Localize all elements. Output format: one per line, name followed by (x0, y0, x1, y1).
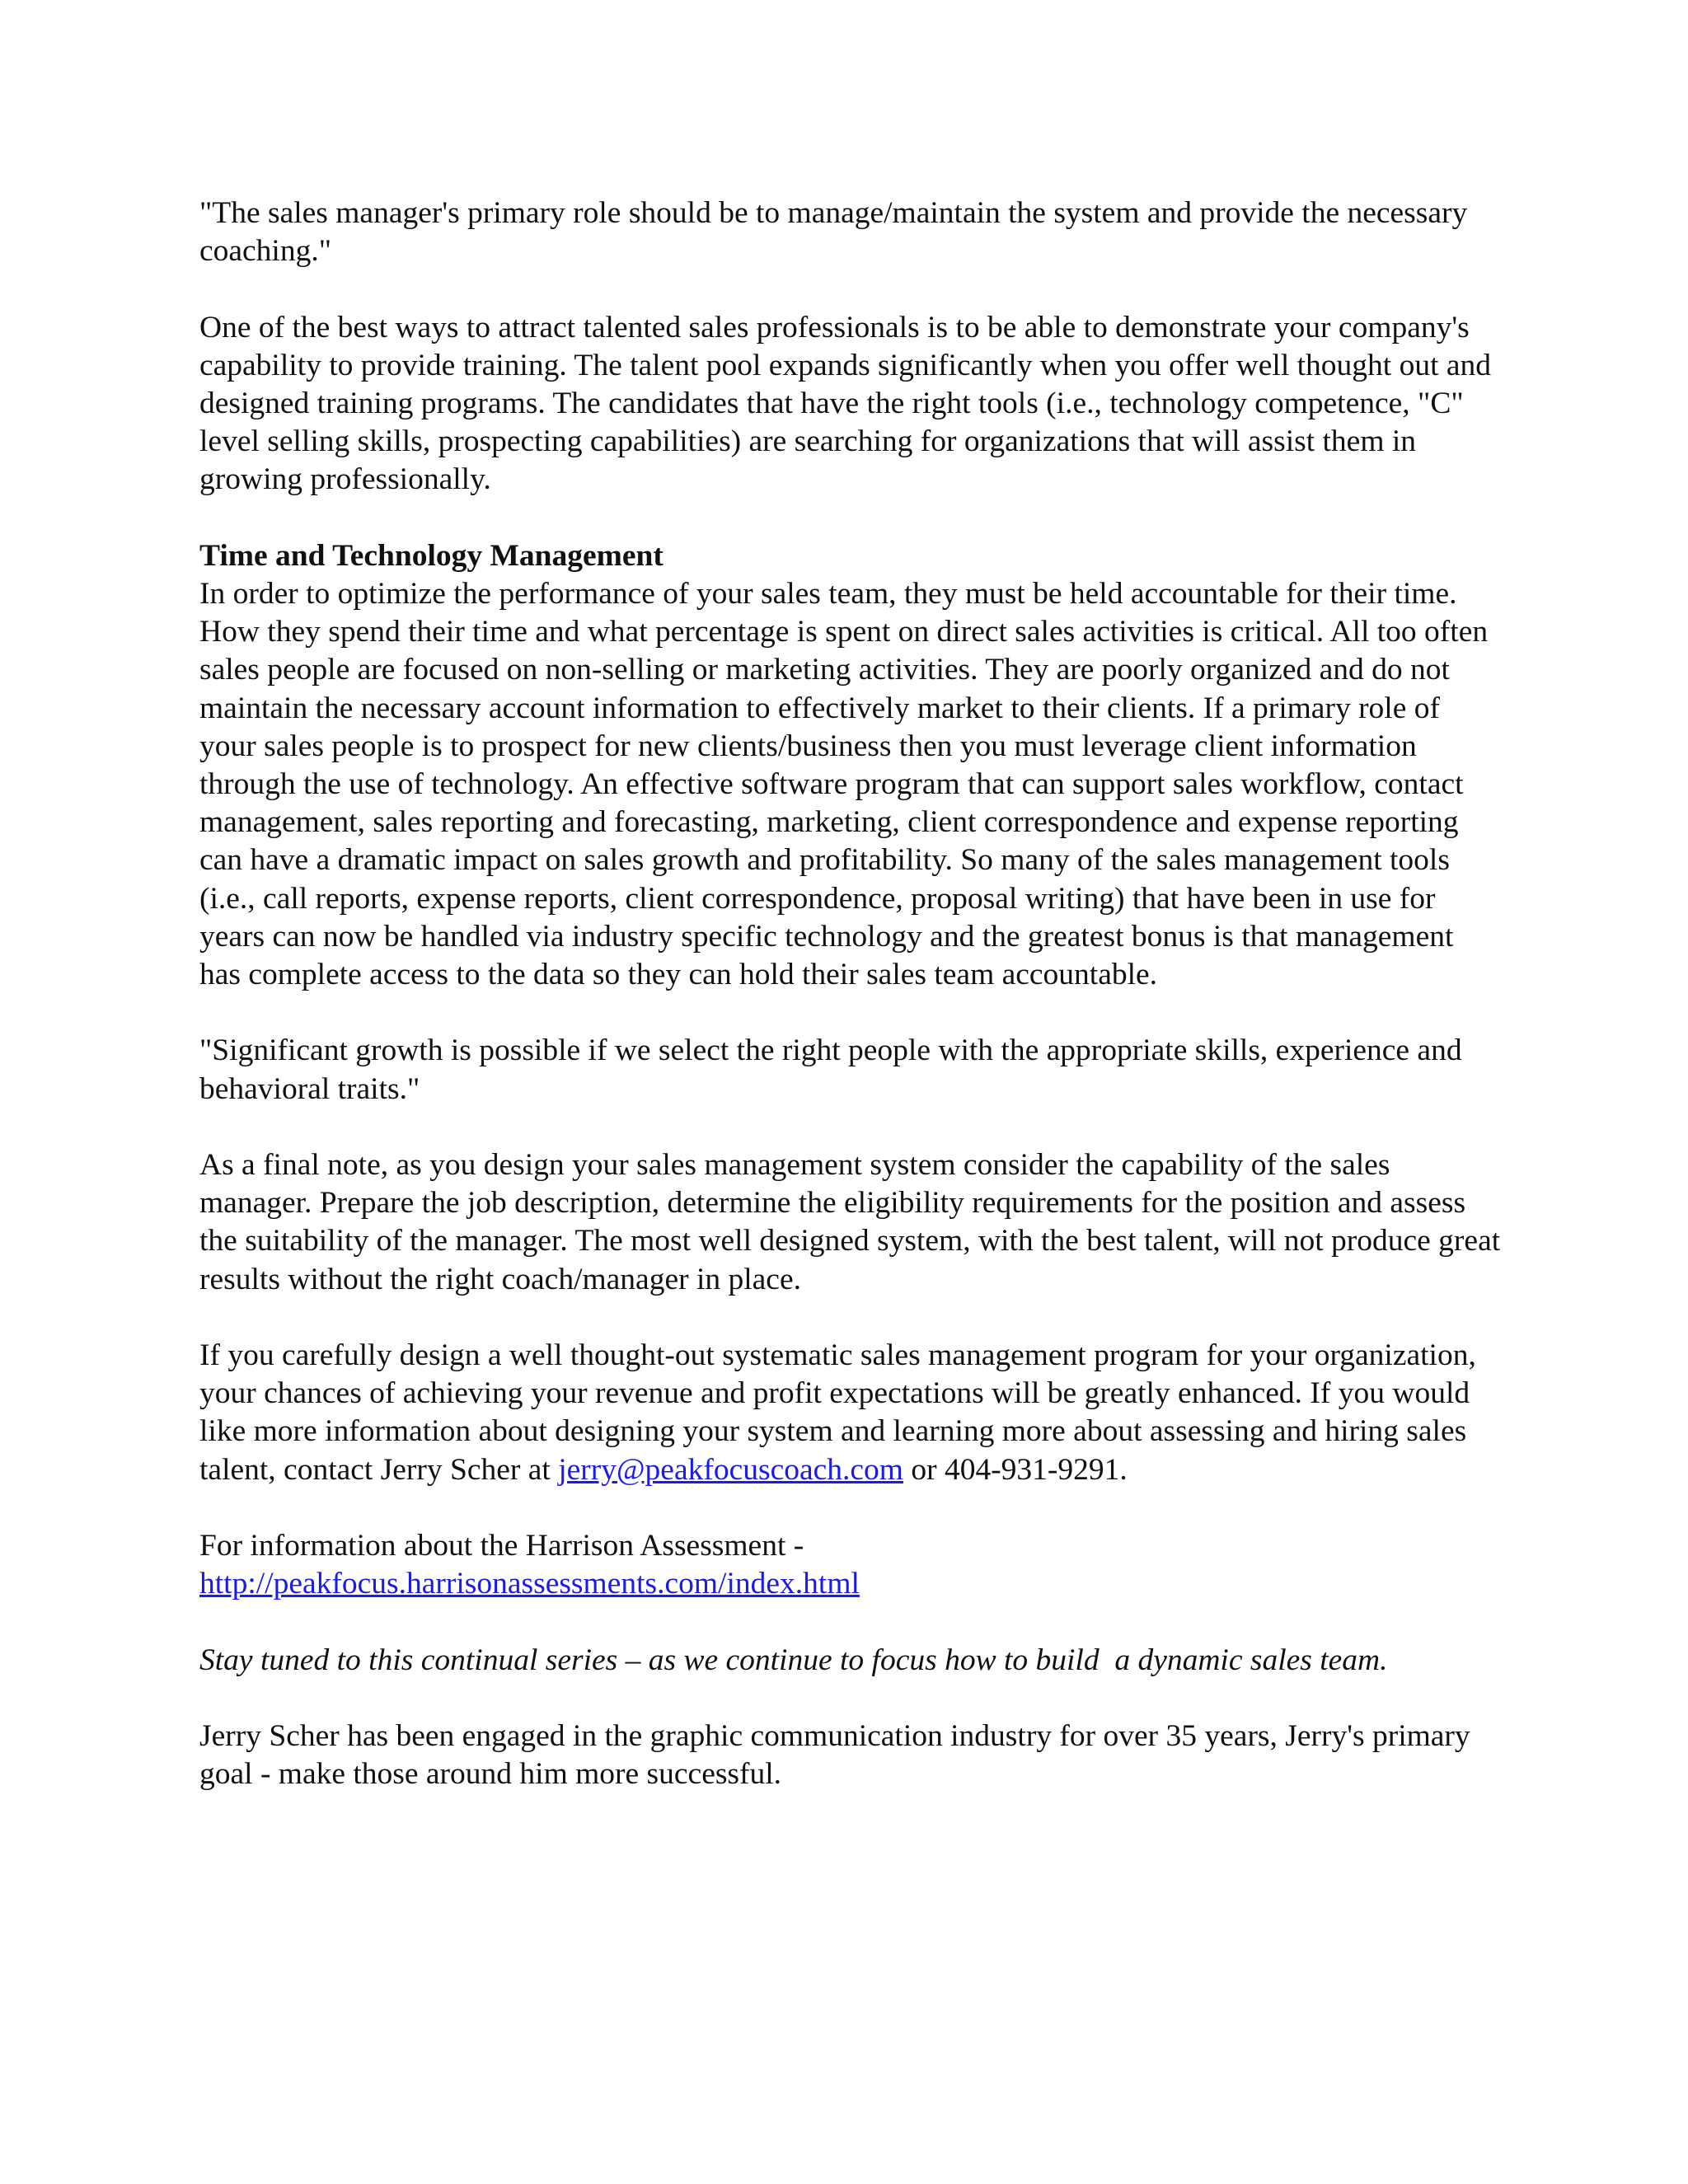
quote-manager-role: "The sales manager's primary role should be to manage/maintain the system and provide the necessary coaching." (199, 196, 1468, 269)
stay-tuned-note: Stay tuned to this continual series – as we continue to focus how to build a dynamic sales team. (199, 1643, 1388, 1677)
harrison-label: For information about the Harrison Assessment - (199, 1529, 804, 1563)
paragraph-time-management: In order to optimize the performance of your sales team, they must be held accountable for their time. How they spend their time and what percentage is spent on direct sales activities is critical. All too often sales people are focused on non-selling or marketing activities. They are poorly organized and do not maintain the necessary account information to effectively market to their clients. If a primary role of your sales people is to prospect for new clients/business then you must leverage client information through the use of technology. An effective software program that can support sales workflow, contact management, sales reporting and forecasting, marketing, client correspondence and expense reporting can have a dramatic impact on sales growth and profitability. So many of the sales management tools (i.e., call reports, expense reports, client correspondence, proposal writing) that have been in use for years can now be handled via industry specific technology and the greatest bonus is that management has complete access to the data so they can hold their sales team accountable. (199, 577, 1489, 992)
paragraph-harrison (199, 1527, 1502, 1603)
contact-email-link[interactable]: jerry@peakfocuscoach.com (558, 1452, 903, 1487)
paragraph-training: One of the best ways to attract talented sales professionals is to be able to demonstrate your company's capability to provide training. The talent pool expands significantly when you offer well thought out and designed training programs. The candidates that have the right tools (i.e., technology competence, "C" level selling skills, prospecting capabilities) are searching for organizations that will assist them in growing professionally. (199, 310, 1492, 497)
author-bio: Jerry Scher has been engaged in the graphic communication industry for over 35 years, Jerry's primary goal - make those around him more successful. (199, 1719, 1470, 1792)
paragraph-contact (199, 1337, 1502, 1489)
contact-text-before: If you carefully design a well thought-out systematic sales management program for your organization, your chances of achieving your revenue and profit expectations will be greatly enhanced. If you would like more information about designing your system and learning more about assessing and hiring sales talent, contact Jerry Scher at (199, 1338, 1476, 1487)
contact-text-after: or 404-931-9291. (903, 1452, 1128, 1487)
section-heading: Time and Technology Management (199, 538, 663, 573)
document-page (199, 194, 1502, 1832)
paragraph-final-note: As a final note, as you design your sales management system consider the capability of the sales manager. Prepare the job description, determine the eligibility requirements for the position and assess the suitability of the manager. The most well designed system, with the best talent, will not produce great results without the right coach/manager in place. (199, 1148, 1501, 1296)
quote-significant-growth: "Significant growth is possible if we select the right people with the appropriate skills, experience and behavioral traits." (199, 1033, 1462, 1106)
section-time-technology (199, 537, 1502, 994)
harrison-link[interactable]: http://peakfocus.harrisonassessments.com/index.html (199, 1567, 860, 1601)
